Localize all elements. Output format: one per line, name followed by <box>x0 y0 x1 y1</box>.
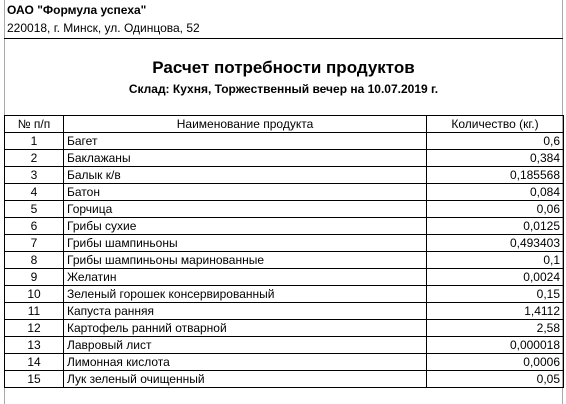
quantity-cell: 0,084 <box>427 184 564 201</box>
table-row <box>5 235 564 252</box>
product-name-cell: Капуста ранняя <box>64 303 427 320</box>
quantity-cell: 0,493403 <box>427 235 564 252</box>
product-name-cell: Багет <box>64 133 427 150</box>
product-name-cell: Грибы шампиньоны <box>64 235 427 252</box>
row-number-cell: 11 <box>5 303 64 320</box>
report-subtitle: Склад: Кухня, Торжественный вечер на 10.07.2019 г. <box>128 82 439 96</box>
row-number-cell: 13 <box>5 337 64 354</box>
product-name-cell: Лавровый лист <box>64 337 427 354</box>
table-header-row <box>5 116 564 133</box>
product-name-cell: Батон <box>64 184 427 201</box>
row-number-cell: 14 <box>5 354 64 371</box>
quantity-cell: 0,185568 <box>427 167 564 184</box>
quantity-cell: 1,4112 <box>427 303 564 320</box>
table-row <box>5 320 564 337</box>
table-body <box>5 133 564 388</box>
table-row <box>5 167 564 184</box>
row-number-cell: 5 <box>5 201 64 218</box>
product-name-cell: Горчица <box>64 201 427 218</box>
organization-name: ОАО "Формула успеха" <box>7 3 147 17</box>
quantity-cell: 0,15 <box>427 286 564 303</box>
table-row <box>5 252 564 269</box>
quantity-cell: 0,06 <box>427 201 564 218</box>
column-header-name: Наименование продукта <box>64 116 427 133</box>
row-number-cell: 10 <box>5 286 64 303</box>
table-row <box>5 201 564 218</box>
row-number-cell: 4 <box>5 184 64 201</box>
row-number-cell: 15 <box>5 371 64 388</box>
product-name-cell: Желатин <box>64 269 427 286</box>
table-row <box>5 218 564 235</box>
quantity-cell: 0,05 <box>427 371 564 388</box>
quantity-cell: 0,000018 <box>427 337 564 354</box>
header-divider <box>4 38 563 39</box>
organization-address: 220018, г. Минск, ул. Одинцова, 52 <box>7 21 200 35</box>
product-name-cell: Грибы сухие <box>64 218 427 235</box>
row-number-cell: 2 <box>5 150 64 167</box>
quantity-cell: 0,0006 <box>427 354 564 371</box>
table-row <box>5 354 564 371</box>
product-name-cell: Зеленый горошек консервированный <box>64 286 427 303</box>
row-number-cell: 12 <box>5 320 64 337</box>
product-name-cell: Грибы шампиньоны маринованные <box>64 252 427 269</box>
table-row <box>5 371 564 388</box>
row-number-cell: 3 <box>5 167 64 184</box>
product-name-cell: Картофель ранний отварной <box>64 320 427 337</box>
row-number-cell: 7 <box>5 235 64 252</box>
column-header-quantity: Количество (кг.) <box>427 116 564 133</box>
table-row <box>5 337 564 354</box>
report-title: Расчет потребности продуктов <box>152 58 415 77</box>
quantity-cell: 0,0125 <box>427 218 564 235</box>
product-name-cell: Балык к/в <box>64 167 427 184</box>
table-row <box>5 286 564 303</box>
column-header-number: № п/п <box>5 116 64 133</box>
quantity-cell: 0,384 <box>427 150 564 167</box>
table-row <box>5 133 564 150</box>
quantity-cell: 0,6 <box>427 133 564 150</box>
table-row <box>5 150 564 167</box>
table-row <box>5 303 564 320</box>
row-number-cell: 6 <box>5 218 64 235</box>
row-number-cell: 8 <box>5 252 64 269</box>
quantity-cell: 0,0024 <box>427 269 564 286</box>
product-name-cell: Баклажаны <box>64 150 427 167</box>
product-name-cell: Лимонная кислота <box>64 354 427 371</box>
table-row <box>5 184 564 201</box>
products-table <box>4 115 564 388</box>
product-name-cell: Лук зеленый очищенный <box>64 371 427 388</box>
table-row <box>5 269 564 286</box>
row-number-cell: 9 <box>5 269 64 286</box>
row-number-cell: 1 <box>5 133 64 150</box>
quantity-cell: 0,1 <box>427 252 564 269</box>
quantity-cell: 2,58 <box>427 320 564 337</box>
